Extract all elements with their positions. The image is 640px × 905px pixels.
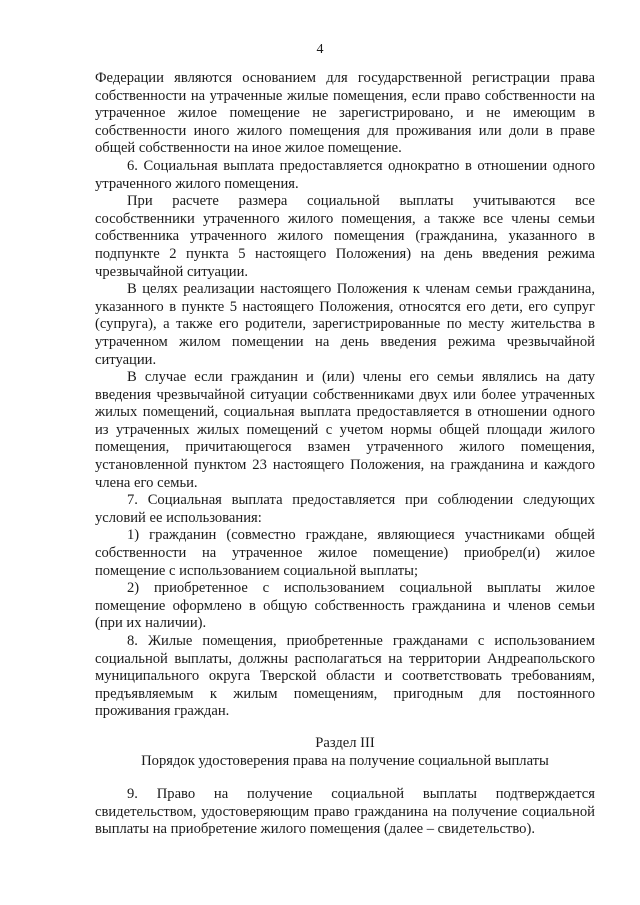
- paragraph-condition-1: 1) гражданин (совместно граждане, являющиеся участниками общей собственности на утраченное жилое помещение) приобрел(и) жилое помещение с использованием социальной выплаты;: [95, 527, 595, 579]
- section-title: Раздел III: [315, 734, 375, 751]
- paragraph-condition-2: 2) приобретенное с использованием социальной выплаты жилое помещение оформлено в общую собственность гражданина и членов семьи (при их наличии).: [95, 580, 595, 632]
- section-subtitle: Порядок удостоверения права на получение социальной выплаты: [141, 752, 549, 769]
- page-number: 4: [316, 42, 324, 57]
- paragraph-clause-9: 9. Право на получение социальной выплаты подтверждается свидетельством, удостоверяющим право гражданина на получение социальной выплаты на приобретение жилого помещения (далее – свидетельство).: [95, 786, 595, 838]
- paragraph-calculation: При расчете размера социальной выплаты учитываются все сособственники утраченного жилого помещения, а также все члены семьи собственника утраченного жилого помещения (гражданина, указанного в подпункте 2 пункта 5 настоящего Положения) на день введения режима чрезвычайной ситуации.: [95, 193, 595, 280]
- paragraph-continuation: Федерации являются основанием для государственной регистрации права собственности на утраченные жилые помещения, если право собственности на утраченное жилое помещение не зарегистрировано, и не имеющим в собственности иного жилого помещения для проживания или доли в праве общей собственности на иное жилое помещение.: [95, 70, 595, 157]
- paragraph-clause-8: 8. Жилые помещения, приобретенные гражданами с использованием социальной выплаты, должны располагаться на территории Андреапольского муниципального округа Тверской области и соответствовать требованиям, предъявляемым к жилым помещениям, пригодным для постоянного проживания граждан.: [95, 633, 595, 720]
- paragraph-multiple-dwellings: В случае если гражданин и (или) члены его семьи являлись на дату введения чрезвычайной ситуации собственниками двух или более утраченных жилых помещений, социальная выплата предоставляется в отношении одного из утраченных жилых помещений с учетом нормы общей площади жилого помещения, причитающегося взамен утраченного жилого помещения, установленной пунктом 23 настоящего Положения, на гражданина и каждого члена его семьи.: [95, 369, 595, 491]
- paragraph-clause-6: 6. Социальная выплата предоставляется однократно в отношении одного утраченного жилого помещения.: [95, 157, 595, 192]
- paragraph-clause-7: 7. Социальная выплата предоставляется при соблюдении следующих условий ее использования:: [95, 492, 595, 526]
- document-body: [95, 70, 595, 839]
- paragraph-family-members: В целях реализации настоящего Положения к членам семьи гражданина, указанного в пункте 5 настоящего Положения, относятся его дети, его супруг (супруга), а также его родители, зарегистрированные по месту жительства в утраченном жилом помещении на день введения режима чрезвычайной ситуации.: [95, 281, 595, 368]
